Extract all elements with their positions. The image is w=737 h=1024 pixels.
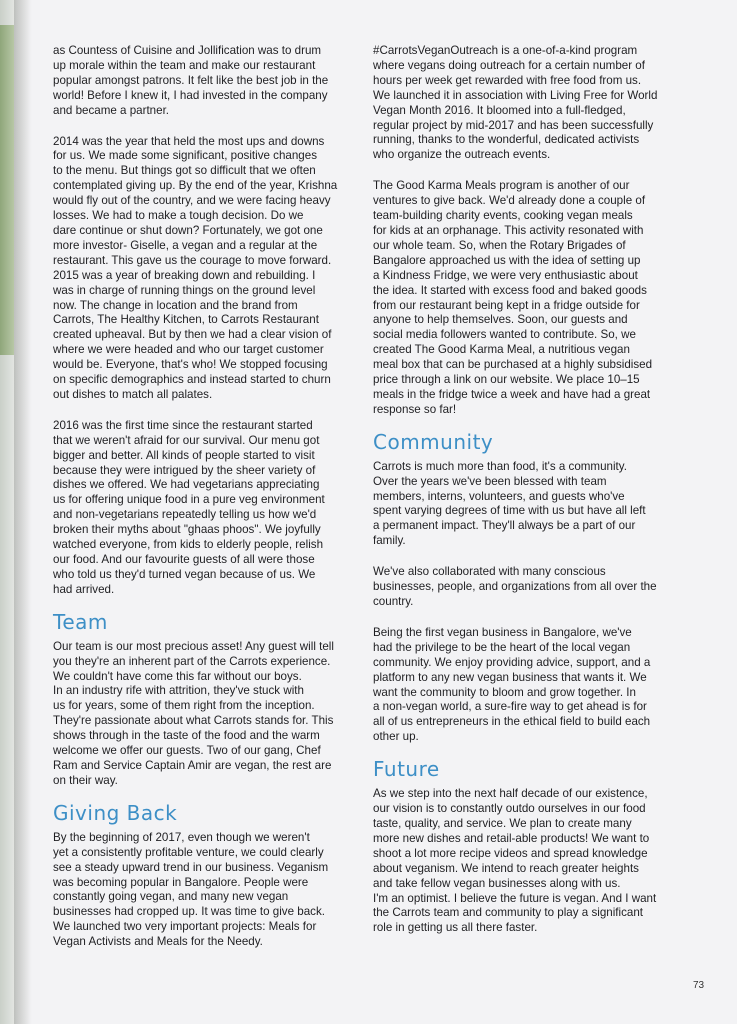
paragraph-vegan-outreach: #CarrotsVeganOutreach is a one-of-a-kind program where vegans doing outreach for a certain number of hours per week get rewarded with free food from us. We launched it in association with Living Free for World Vegan Month 2016. It bloomed into a full-fledged, regular project by mid-2017 and has been successfully running, thanks to the wonderful, dedicated activists who organize the outreach events. [373, 44, 658, 162]
paragraph-2016: 2016 was the first time since the restaurant started that we weren't afraid for our survival. Our menu got bigger and better. All kinds of people started to visit because they were intrigued by the sheer variety of dishes we offered. We had vegetarians appreciating us for offering unique food in a pure veg environment and non-vegetarians repeatedly telling us how we'd broken their myths about "ghaas phoos". We joyfully watched everyone, from kids to elderly people, relish our food. And our favourite guests of all were those who told us they'd turned vegan because of us. We had arrived. [53, 418, 325, 596]
section-heading-team: Team [53, 609, 108, 634]
right-column [373, 44, 686, 952]
page-number: 73 [693, 980, 705, 991]
paragraph-community-1: Carrots is much more than food, it's a community. Over the years we've been blessed with team members, interns, volunteers, and guests who've spent varying degrees of time with us but have all left a permanent impact. They'll always be a part of our family. [373, 459, 646, 548]
paragraph-good-karma-meals: The Good Karma Meals program is another of our ventures to give back. We'd already done a couple of team-building charity events, cooking vegan meals for kids at an orphanage. This activity resonated with our whole team. So, when the Rotary Brigades of Bangalore approached us with the idea of setting up a Kindness Fridge, we were very enthusiastic about the idea. It started with excess food and baked goods from our restaurant being kept in a fridge outside for anyone to help themselves. Soon, our guests and social media followers wanted to contribute. So, we created The Good Karma Meal, a nutritious vegan meal box that can be purchased at a highly subsidised price through a link on our website. We place 10–15 meals in the fridge twice a week and have had a great response so far! [373, 179, 653, 416]
adjacent-page-sliver [0, 25, 14, 355]
left-column [53, 44, 353, 966]
section-heading-future: Future [373, 757, 440, 782]
paragraph-community-3: Being the first vegan business in Bangalore, we've had the privilege to be the heart of the local vegan community. We enjoy providing advice, support, and a platform to any new vegan business that wants it. We want the community to bloom and grow together. In a non-vegan world, a sure-fire way to get ahead is for all of us entrepreneurs in the ethical field to build each other up. [373, 625, 651, 744]
paragraph-giving-back: By the beginning of 2017, even though we weren't yet a consistently profitable venture, we could clearly see a steady upward trend in our business. Veganism was becoming popular in Bangalore. People were constantly going vegan, and many new vegan businesses had cropped up. It was time to give back. We launched two very important projects: Meals for Vegan Activists and Meals for the Needy. [53, 830, 329, 949]
paragraph-2014-2015: 2014 was the year that held the most ups and downs for us. We made some significant, positive changes to the menu. But things got so difficult that we often contemplated giving up. By the end of the year, Krishna would fly out of the country, and we were facing heavy losses. We had to make a tough decision. Do we dare continue or shut down? Fortunately, we got one more investor- Giselle, a vegan and a regular at the restaurant. This gave us the courage to move forward. 2015 was a year of breaking down and rebuilding. I was in charge of running things on the ground level now. The change in location and the brand from Carrots, The Healthy Kitchen, to Carrots Restaurant created upheaval. But by then we had a clear vision of where we were headed and who our target customer would be. Everyone, that's who! We stopped focusing on specific demographics and instead started to churn out dishes to match all palates. [53, 134, 338, 401]
paragraph-future: As we step into the next half decade of our existence, our vision is to constantly outdo ourselves in our food taste, quality, and service. We plan to create many more new dishes and retail-able products! We want to shoot a lot more recipe videos and spread knowledge about veganism. We intend to reach greater heights and take fellow vegan businesses along with us. I'm an optimist. I believe the future is vegan. And I want the Carrots team and community to play a significant role in getting us all there faster. [373, 787, 657, 935]
paragraph-community-2: We've also collaborated with many conscious businesses, people, and organizations from all over the country. [373, 565, 657, 608]
paragraph-intro: as Countess of Cuisine and Jollification was to drum up morale within the team and make our restaurant popular amongst patrons. It felt like the best job in the world! Before I knew it, I had invested in the company and became a partner. [53, 44, 329, 117]
binding-shadow [14, 0, 32, 1024]
paragraph-team: Our team is our most precious asset! Any guest will tell you they're an inherent part of the Carrots experience. We couldn't have come this far without our boys. In an industry rife with attrition, they've stuck with us for years, some of them right from the inception. They're passionate about what Carrots stands for. This shows through in the taste of the food and the warm welcome we offer our guests. Two of our gang, Chef Ram and Service Captain Amir are vegan, the rest are on their way. [53, 639, 334, 787]
section-heading-giving-back: Giving Back [53, 800, 178, 825]
section-heading-community: Community [373, 429, 494, 454]
